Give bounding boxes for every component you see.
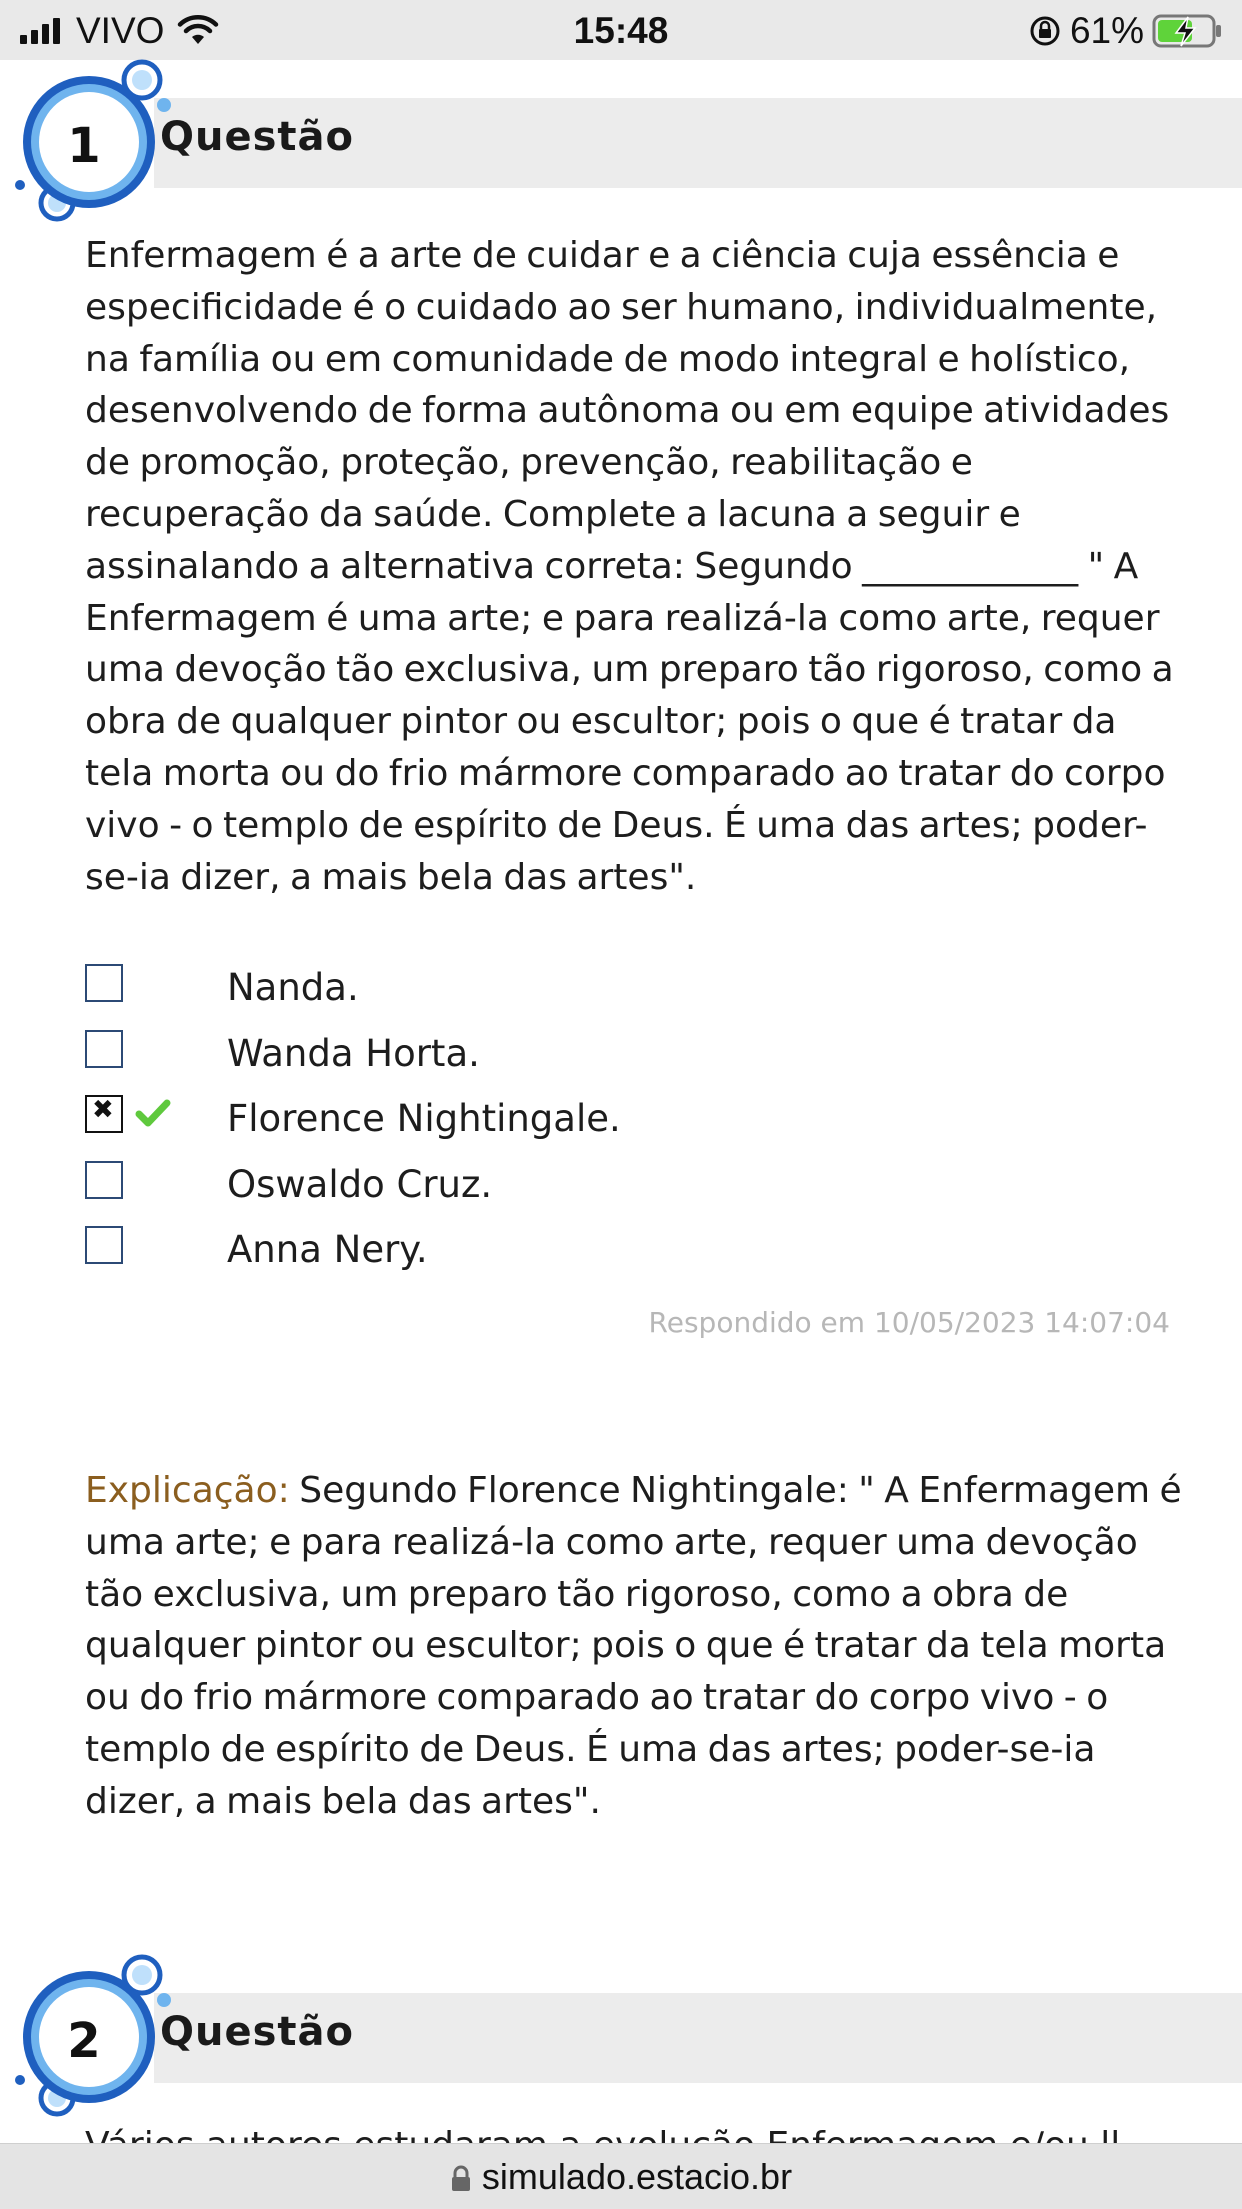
question-title: Questão	[160, 2009, 355, 2055]
explanation	[85, 1465, 1185, 1828]
question-header-2	[14, 1955, 1228, 2069]
question-text: Enfermagem é a arte de cuidar e a ciência cuja essência e especificidade é o cuidado ao ser humano, individualmente, na família ou em comunidade de modo integral e holístico, desenvolvendo de forma autônoma ou em equipe atividades de promoção, proteção, prevenção, reabilitação e recuperação da saúde. Complete a lacuna a seguir e assinalando a alternativa correta: Segundo ____________ " A Enfermagem é uma arte; e para realizá-la como arte, requer uma devoção tão exclusiva, um preparo tão rigoroso, como a obra de qualquer pintor ou escultor; pois o que é tratar da tela morta ou do frio mármore comparado ao tratar do corpo vivo - o templo de espírito de Deus. É uma das artes; poder-se-ia dizer, a mais bela das artes".	[85, 235, 1174, 898]
status-bar	[0, 0, 1242, 60]
checkbox-icon[interactable]	[85, 1226, 123, 1264]
option-florence-nightingale[interactable]	[85, 1093, 1185, 1159]
option-nanda[interactable]	[85, 962, 1185, 1028]
explanation-label: Explicação:	[85, 1470, 290, 1511]
question-title: Questão	[160, 114, 355, 160]
status-time: 15:48	[573, 10, 669, 51]
question-number: 2	[67, 2013, 101, 2069]
status-right	[1028, 10, 1224, 52]
green-check-icon	[135, 1095, 171, 1131]
option-label: Wanda Horta.	[227, 1031, 480, 1075]
question-number: 1	[67, 118, 101, 174]
option-anna-nery[interactable]	[85, 1224, 1185, 1290]
orientation-lock-icon	[1028, 14, 1062, 48]
battery-charging-icon	[1152, 13, 1224, 49]
checkbox-icon[interactable]	[85, 1030, 123, 1068]
lock-icon	[450, 2165, 472, 2193]
checkbox-checked-icon[interactable]	[85, 1095, 123, 1133]
option-oswaldo-cruz[interactable]	[85, 1159, 1185, 1225]
option-wanda-horta[interactable]	[85, 1028, 1185, 1094]
checkbox-icon[interactable]	[85, 964, 123, 1002]
address-bar[interactable]	[0, 2143, 1242, 2209]
battery-percent: 61%	[1069, 10, 1144, 51]
answered-timestamp: Respondido em 10/05/2023 14:07:04	[648, 1306, 1170, 1339]
address-inner[interactable]	[0, 2156, 1242, 2198]
address-url: simulado.estacio.br	[481, 2156, 793, 2197]
question-header-1	[14, 60, 1228, 174]
answer-options	[85, 962, 1185, 1290]
explanation-text: Segundo Florence Nightingale: " A Enfermagem é uma arte; e para realizá-la como arte, requer uma devoção tão exclusiva, um preparo tão rigoroso, como a obra de qualquer pintor ou escultor; pois o que é tratar da tela morta ou do frio mármore comparado ao tratar do corpo vivo - o templo de espírito de Deus. É uma das artes; poder-se-ia dizer, a mais bela das artes".	[85, 1470, 1182, 1822]
option-label: Anna Nery.	[227, 1228, 428, 1271]
option-label: Florence Nightingale.	[227, 1097, 621, 1140]
carrier-label: VIVO	[76, 10, 165, 51]
option-label: Oswaldo Cruz.	[227, 1162, 493, 1206]
checkbox-icon[interactable]	[85, 1161, 123, 1199]
option-label: Nanda.	[227, 966, 359, 1009]
question-text-partial	[85, 2120, 1185, 2144]
